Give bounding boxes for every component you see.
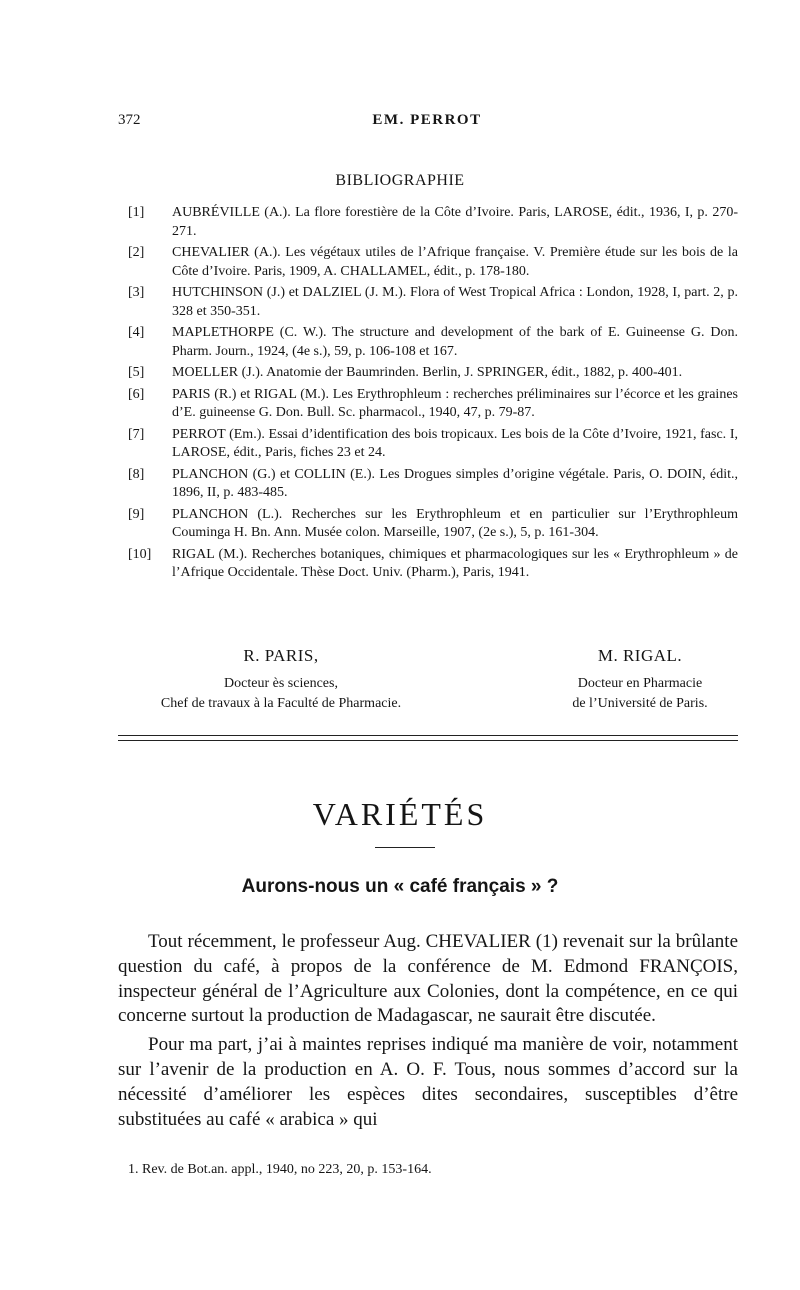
- reference-number: [10]: [128, 546, 152, 562]
- reference-text: MOELLER (J.). Anatomie der Baumrinden. Berlin, J. SPRINGER, édit., 1882, p. 400-401.: [172, 365, 683, 380]
- reference-text: PERROT (Em.). Essai d’identification des bois tropicaux. Les bois de la Côte d’Ivoire, 1921, fasc. I, LAROSE, édit., Paris, fiches 23 et 24.: [172, 426, 738, 460]
- reference-number: [1]: [128, 205, 145, 220]
- reference-text: MAPLETHORPE (C. W.). The structure and development of the bark of E. Guineense G. Don. Pharm. Journ., 1924, (4e s.), 59, p. 106-108 et 167.: [172, 325, 738, 359]
- author-credential: Docteur ès sciences,: [224, 676, 338, 691]
- reference-text: PLANCHON (L.). Recherches sur les Erythrophleum et en particulier sur l’Erythrophleum Couminga H. Bn. Ann. Musée colon. Marseille, 1907, (2e s.), 5, p. 161-304.: [172, 506, 738, 540]
- author-name: M. RIGAL.: [597, 646, 683, 665]
- bibliography-heading: BIBLIOGRAPHIE: [335, 172, 465, 189]
- bibliography-list: [118, 204, 738, 586]
- reference-item: [118, 466, 738, 503]
- reference-number: [8]: [128, 466, 145, 482]
- footnote: 1. Rev. de Bot.an. appl., 1940, no 223, 20, p. 153-164.: [128, 1162, 432, 1177]
- reference-number: [6]: [128, 386, 145, 402]
- reference-number: [2]: [128, 245, 145, 260]
- signature-left: [112, 646, 450, 714]
- reference-text: PARIS (R.) et RIGAL (M.). Les Erythrophleum : recherches préliminaires sur l’écorce et les graines d’E. guineense G. Don. Bull. Sc. pharmacol., 1940, 47, p. 79-87.: [172, 386, 738, 420]
- reference-item: [118, 546, 738, 583]
- page-number: 372: [118, 112, 141, 128]
- author-affiliation: de l’Université de Paris.: [572, 696, 708, 711]
- reference-number: [7]: [128, 426, 145, 442]
- reference-text: CHEVALIER (A.). Les végétaux utiles de l’Afrique française. V. Première étude sur les bois de la Côte d’Ivoire. Paris, 1909, A. CHALLAMEL, édit., p. 178-180.: [172, 245, 738, 279]
- body-paragraph: Tout récemment, le professeur Aug. CHEVALIER (1) revenait sur la brûlante question du café, à propos de la conférence de M. Edmond FRANÇOIS, inspecteur général de l’Agriculture aux Colonies, dont la compétence, en ce qui concerne surtout la production de Madagascar, ne saurait être discutée.: [118, 931, 738, 1027]
- reference-item: [118, 506, 738, 543]
- reference-number: [5]: [128, 365, 145, 380]
- reference-number: [4]: [128, 325, 145, 340]
- reference-number: [3]: [128, 285, 145, 300]
- reference-text: HUTCHINSON (J.) et DALZIEL (J. M.). Flora of West Tropical Africa : London, 1928, I, part. 2, p. 328 et 350-351.: [172, 285, 738, 319]
- reference-text: PLANCHON (G.) et COLLIN (E.). Les Drogues simples d’origine végétale. Paris, O. DOIN, édit., 1896, II, p. 483-485.: [172, 466, 738, 500]
- reference-text: RIGAL (M.). Recherches botaniques, chimiques et pharmacologiques sur les « Erythrophleum » de l’Afrique Occidentale. Thèse Doct. Univ. (Pharm.), Paris, 1941.: [172, 546, 738, 580]
- reference-item: [118, 324, 738, 361]
- reference-item: [118, 386, 738, 423]
- section-divider-top: [118, 735, 738, 736]
- running-title: EM. PERROT: [372, 112, 482, 128]
- section-title: VARIÉTÉS: [312, 796, 488, 832]
- signature-right: [540, 646, 740, 714]
- reference-item: [118, 244, 738, 281]
- section-divider-bottom: [118, 740, 738, 741]
- article-title: Aurons-nous un « café français » ?: [241, 876, 559, 897]
- reference-item: [118, 426, 738, 463]
- author-credential: Docteur en Pharmacie: [577, 676, 703, 691]
- reference-item: [118, 284, 738, 321]
- section-title-rule: [375, 847, 435, 848]
- reference-item: [118, 204, 738, 241]
- body-paragraph: Pour ma part, j’ai à maintes reprises indiqué ma manière de voir, notamment sur l’avenir de la production en A. O. F. Tous, nous sommes d’accord sur la nécessité d’améliorer les espèces dites secondaires, susceptibles d’être substituées au café « arabica » qui: [118, 1034, 738, 1130]
- author-affiliation: Chef de travaux à la Faculté de Pharmacie.: [160, 696, 402, 711]
- reference-number: [9]: [128, 506, 145, 522]
- reference-item: [118, 364, 738, 383]
- reference-text: AUBRÉVILLE (A.). La flore forestière de la Côte d’Ivoire. Paris, LAROSE, édit., 1936, I, p. 270-271.: [172, 205, 738, 239]
- article-body: [118, 930, 738, 1136]
- running-head: [118, 112, 736, 132]
- author-name: R. PARIS,: [243, 646, 319, 665]
